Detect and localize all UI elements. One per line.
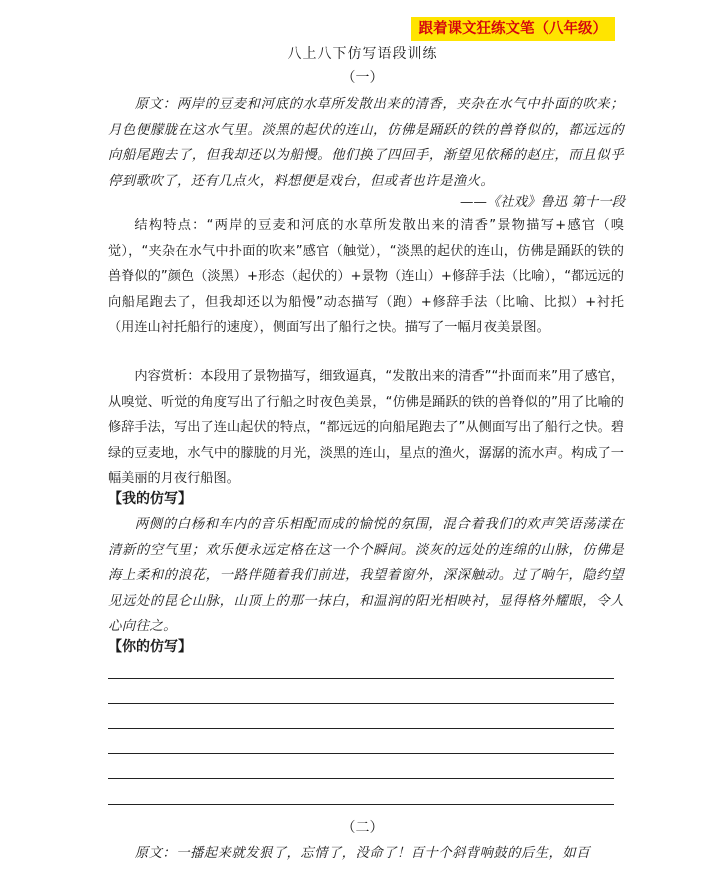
writing-line[interactable] (108, 804, 614, 805)
writing-line[interactable] (108, 678, 614, 679)
structure-analysis: 结构特点：“两岸的豆麦和河底的水草所发散出来的清香”景物描写+感官（嗅觉），“夹杂在水气中扑面的吹来”感官（触觉），“淡黑的起伏的连山，仿佛是踊跃的铁的兽脊似的”颜色（淡黑）+形态（起伏的）+景物（连山）+修辞手法（比喻），“都远远的向船尾跑去了，但我却还以为船慢”动态描写（跑）+修辞手法（比喻、比拟）+衬托（用连山衬托船行的速度），侧面写出了船行之快。描写了一幅月夜美景图。 (108, 218, 624, 336)
content-appreciation: 内容赏析：本段用了景物描写，细致逼真，“发散出来的清香”“扑面而来”用了感官，从嗅觉、听觉的角度写出了行船之时夜色美景，“仿佛是踊跃的铁的兽脊似的”用了比喻的修辞手法，写出了连山起伏的特点，“都远远的向船尾跑去了”从侧面写出了船行之快。碧绿的豆麦地，水气中的朦胧的月光，淡黑的连山，星点的渔火，潺潺的流水声。构成了一幅美丽的月夜行船图。 (108, 369, 624, 487)
writing-line[interactable] (108, 753, 614, 754)
passage-source: ——《社戏》鲁迅 第十一段 (460, 195, 625, 210)
writing-line[interactable] (108, 728, 614, 729)
section-two-number: （二） (341, 820, 384, 836)
section-one-number: （一） (341, 70, 384, 86)
my-imitation-heading: 【我的仿写】 (108, 491, 192, 507)
writing-line[interactable] (108, 703, 614, 704)
writing-line[interactable] (108, 778, 614, 779)
series-banner: 跟着课文狂练文笔（八年级） (411, 17, 616, 41)
original-passage: 原文：两岸的豆麦和河底的水草所发散出来的清香，夹杂在水气中扑面的吹来；月色便朦胧在这水气里。淡黑的起伏的连山，仿佛是踊跃的铁的兽脊似的，都远远的向船尾跑去了，但我却还以为船慢。他们换了四回手，渐望见依稀的赵庄，而且似乎停到歌吹了，还有几点火，料想便是戏台，但或者也许是渔火。 (108, 97, 624, 189)
page-title: 八上八下仿写语段训练 (287, 46, 438, 62)
section-two-original: 原文：一播起来就发狠了，忘情了，没命了！百十个斜背响鼓的后生，如百 (134, 846, 590, 861)
your-imitation-heading: 【你的仿写】 (108, 639, 192, 655)
my-imitation-text: 两侧的白杨和车内的音乐相配而成的愉悦的氛围，混合着我们的欢声笑语荡漾在清新的空气里；欢乐便永远定格在这一个个瞬间。淡灰的远处的连绵的山脉，仿佛是海上柔和的浪花，一路伴随着我们前进，我望着窗外，深深触动。过了晌午，隐约望见远处的昆仑山脉，山顶上的那一抹白，和温润的阳光相映衬，显得格外耀眼，令人心向往之。 (108, 517, 624, 635)
